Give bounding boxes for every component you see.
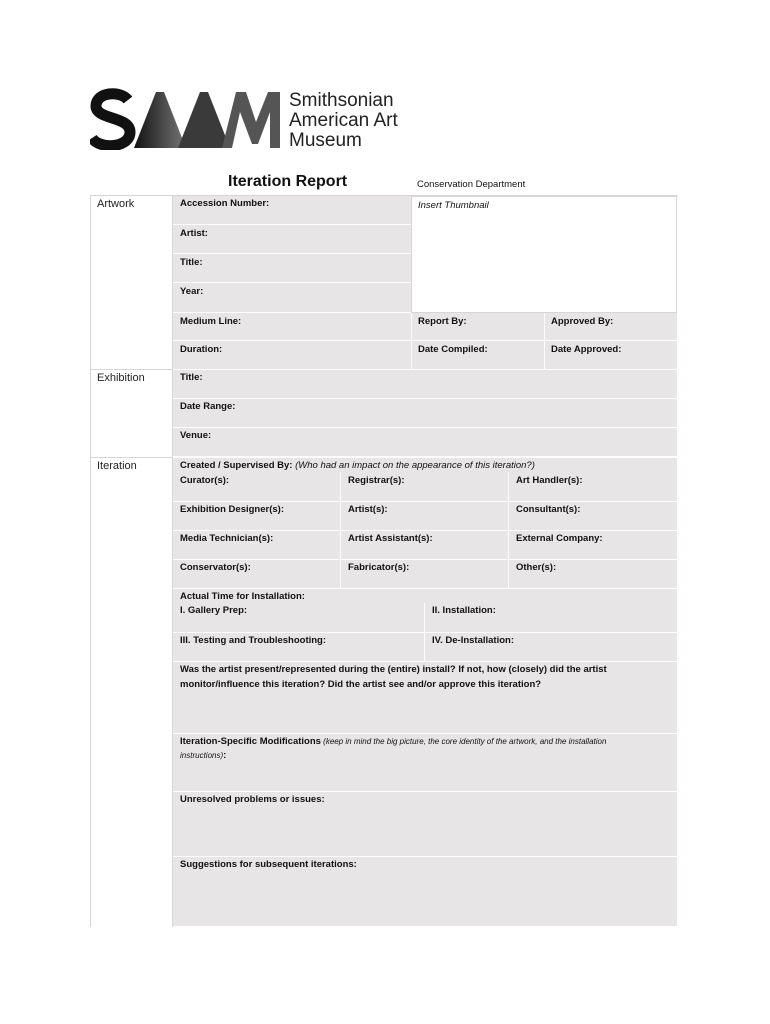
artist-label: Artist: (180, 228, 208, 239)
department-label: Conservation Department (417, 179, 526, 190)
gallery-prep-field[interactable] (173, 603, 424, 633)
modifications-label: Iteration-Specific Modifications (180, 736, 321, 747)
venue-label: Venue: (180, 430, 212, 441)
logo-line-1: Smithsonian (289, 90, 394, 111)
accession-label: Accession Number: (180, 198, 270, 209)
designers-label: Exhibition Designer(s): (180, 504, 284, 515)
artists-label: Artist(s): (348, 504, 388, 515)
art-handlers-field[interactable] (509, 472, 677, 502)
designers-field[interactable] (173, 502, 340, 531)
curators-label: Curator(s): (180, 475, 230, 486)
modifications-note-2: instructions) (180, 751, 224, 760)
testing-field[interactable] (173, 633, 424, 662)
deinstall-label: IV. De-Installation: (432, 635, 514, 646)
others-field[interactable] (509, 560, 677, 589)
media-tech-field[interactable] (173, 531, 340, 560)
registrars-field[interactable] (341, 472, 508, 502)
left-rule (90, 195, 91, 927)
report-by-label: Report By: (418, 316, 467, 327)
artist-assistants-label: Artist Assistant(s): (348, 533, 433, 544)
approved-by-label: Approved By: (551, 316, 614, 327)
year-field[interactable] (173, 283, 411, 313)
conservators-label: Conservator(s): (180, 562, 251, 573)
date-compiled-field[interactable] (412, 341, 544, 370)
artist-field[interactable] (173, 225, 411, 254)
external-company-field[interactable] (509, 531, 677, 560)
testing-label: III. Testing and Troubleshooting: (180, 635, 327, 646)
unresolved-label: Unresolved problems or issues: (180, 794, 325, 805)
logo-line-2: American Art (289, 110, 398, 131)
consultants-label: Consultant(s): (516, 504, 581, 515)
approved-by-field[interactable] (545, 313, 677, 341)
art-handlers-label: Art Handler(s): (516, 475, 583, 486)
logo-line-3: Museum (289, 130, 362, 151)
thumbnail-box[interactable] (411, 196, 677, 313)
title-label: Title: (180, 257, 203, 268)
date-range-label: Date Range: (180, 401, 236, 412)
registrars-label: Registrar(s): (348, 475, 405, 486)
installation-field[interactable] (425, 603, 677, 633)
venue-field[interactable] (173, 428, 677, 457)
fabricators-field[interactable] (341, 560, 508, 589)
saam-logo-mark (90, 88, 285, 155)
others-label: Other(s): (516, 562, 557, 573)
report-title: Iteration Report (228, 173, 348, 190)
suggestions-label: Suggestions for subsequent iterations: (180, 859, 357, 870)
medium-label: Medium Line: (180, 316, 242, 327)
accession-field[interactable] (173, 196, 411, 225)
artist-assistants-field[interactable] (341, 531, 508, 560)
modifications-line-1 (180, 736, 606, 747)
artist-present-line-1: Was the artist present/represented during the (entire) install? If not, how (closely) did the artist (180, 664, 607, 675)
exhibition-title-label: Title: (180, 372, 203, 383)
suggestions-field[interactable] (173, 857, 677, 927)
modifications-line-2 (180, 750, 226, 761)
modifications-colon: : (223, 750, 227, 761)
duration-label: Duration: (180, 344, 223, 355)
section-exhibition: Exhibition (97, 372, 145, 384)
section-artwork: Artwork (97, 198, 135, 210)
date-approved-label: Date Approved: (551, 344, 622, 355)
section-divider-1 (90, 369, 172, 370)
section-divider-2 (90, 457, 172, 458)
external-company-label: External Company: (516, 533, 603, 544)
date-compiled-label: Date Compiled: (418, 344, 488, 355)
duration-field[interactable] (173, 341, 411, 370)
consultants-field[interactable] (509, 502, 677, 531)
date-approved-field[interactable] (545, 341, 677, 370)
artists-field[interactable] (341, 502, 508, 531)
title-field[interactable] (173, 254, 411, 283)
created-by-note: (Who had an impact on the appearance of this iteration?) (292, 460, 535, 471)
exhibition-title-field[interactable] (173, 370, 677, 399)
installation-label: II. Installation: (432, 605, 496, 616)
report-by-field[interactable] (412, 313, 544, 341)
modifications-note-1: (keep in mind the big picture, the core identity of the artwork, and the installation (320, 737, 607, 746)
media-tech-label: Media Technician(s): (180, 533, 274, 544)
museum-name (289, 91, 398, 151)
artist-present-field[interactable] (173, 662, 677, 734)
gallery-prep-label: I. Gallery Prep: (180, 605, 248, 616)
deinstall-field[interactable] (425, 633, 677, 662)
section-iteration: Iteration (97, 460, 137, 472)
created-by-label: Created / Supervised By: (180, 460, 293, 471)
thumbnail-label: Insert Thumbnail (418, 200, 489, 211)
medium-field[interactable] (173, 313, 411, 341)
created-by-line (180, 460, 535, 471)
curators-field[interactable] (173, 472, 340, 502)
unresolved-field[interactable] (173, 792, 677, 857)
artist-present-line-2: monitor/influence this iteration? Did the artist see and/or approve this iteration? (180, 679, 542, 690)
conservators-field[interactable] (173, 560, 340, 589)
date-range-field[interactable] (173, 399, 677, 428)
actual-time-label: Actual Time for Installation: (180, 591, 305, 602)
year-label: Year: (180, 286, 204, 297)
modifications-field[interactable] (173, 734, 677, 792)
fabricators-label: Fabricator(s): (348, 562, 410, 573)
